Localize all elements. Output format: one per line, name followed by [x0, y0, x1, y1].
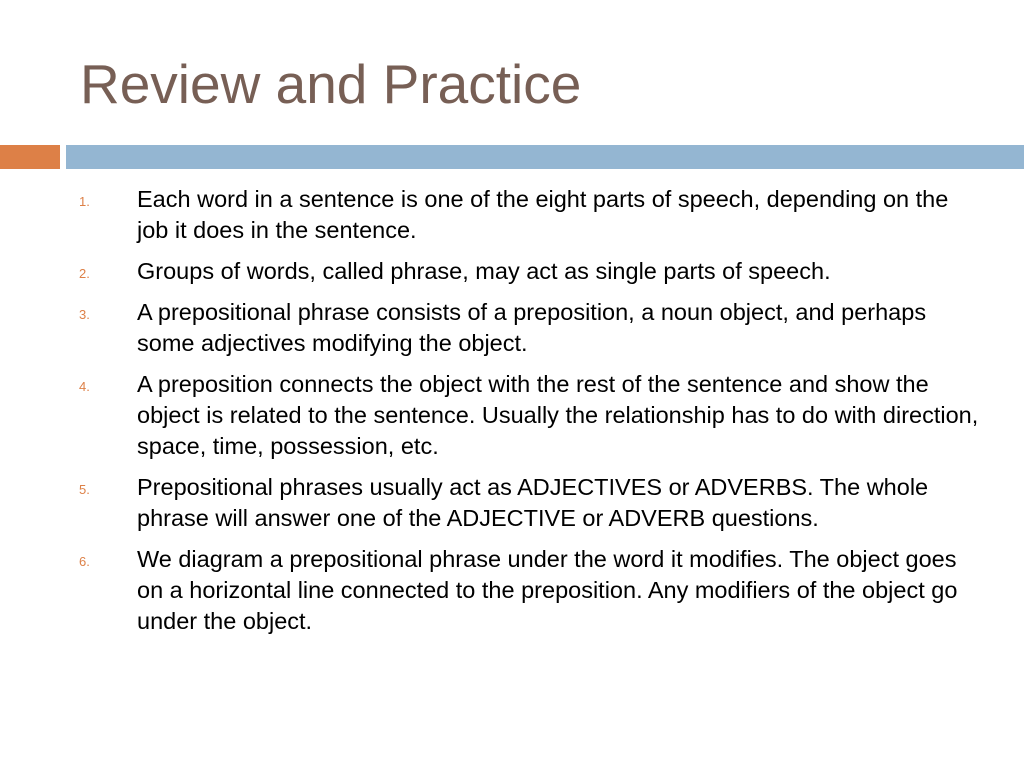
numbered-list — [79, 184, 979, 647]
list-item-text: Prepositional phrases usually act as ADJECTIVES or ADVERBS. The whole phrase will answer one of the ADJECTIVE or ADVERB questions. — [137, 474, 929, 531]
list-item — [79, 297, 979, 359]
list-item-number: 1. — [79, 194, 90, 209]
title-accent-bar — [0, 145, 60, 169]
list-item — [79, 472, 979, 534]
list-item-number: 2. — [79, 266, 90, 281]
list-item — [79, 544, 979, 637]
list-item-text: A preposition connects the object with the rest of the sentence and show the object is related to the sentence. Usually the relationship has to do with direction, space, time, possession, etc. — [137, 371, 979, 459]
list-item — [79, 256, 979, 287]
list-item-number: 5. — [79, 482, 90, 497]
list-item-text: Each word in a sentence is one of the eight parts of speech, depending on the job it does in the sentence. — [137, 186, 949, 243]
list-item-number: 3. — [79, 307, 90, 322]
list-item-text: Groups of words, called phrase, may act as single parts of speech. — [137, 258, 831, 284]
list-item-number: 4. — [79, 379, 90, 394]
list-item-text: A prepositional phrase consists of a preposition, a noun object, and perhaps some adjectives modifying the object. — [137, 299, 927, 356]
list-item-number: 6. — [79, 554, 90, 569]
list-item-text: We diagram a prepositional phrase under the word it modifies. The object goes on a horizontal line connected to the preposition. Any modifiers of the object go under the object. — [137, 546, 958, 634]
list-item — [79, 369, 979, 462]
slide-title: Review and Practice — [80, 53, 582, 115]
title-divider-bar — [66, 145, 1024, 169]
list-item — [79, 184, 979, 246]
